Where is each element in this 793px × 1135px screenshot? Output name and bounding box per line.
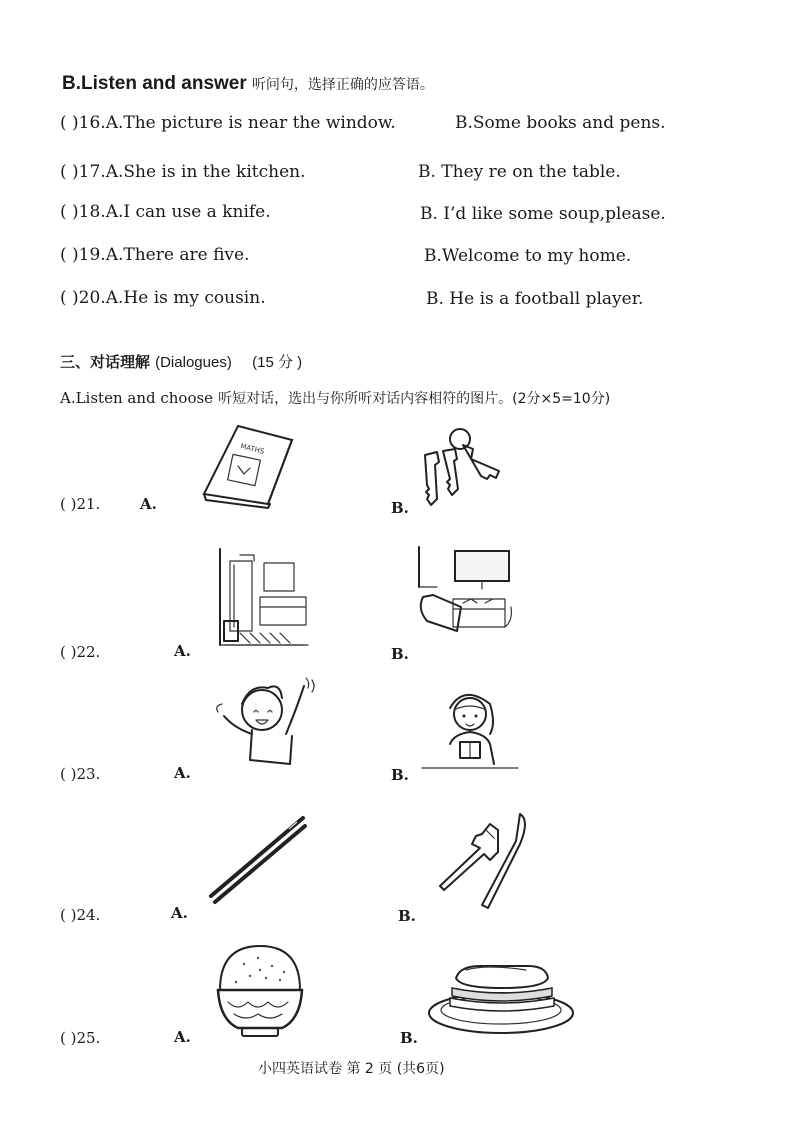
question-18-option-b: B. I’d like some soup,please. [420,204,666,224]
reading-girl-icon [420,684,520,776]
question-prefix: ( )20. [60,288,106,308]
question-22-label-b: B. [391,645,409,663]
question-prefix: ( )19. [60,245,106,265]
keys-icon [415,425,515,507]
fork-and-knife-icon [428,810,533,915]
question-25-label-a: A. [174,1028,191,1046]
question-19-option-b: B.Welcome to my home. [424,246,632,266]
section-3-title: 三、对话理解 [60,353,151,371]
question-24-label-b: B. [398,907,416,925]
question-17-option-b: B. They re on the table. [418,162,621,182]
page-footer: 小四英语试卷 第 2 页 (共6页) [258,1061,445,1077]
question-21-prefix: ( )21. [60,495,101,513]
option-a: A.She is in the kitchen. [105,162,306,182]
question-23-label-b: B. [391,766,409,784]
question-25-label-b: B. [400,1029,418,1047]
question-23-label-a: A. [174,764,191,782]
chopsticks-icon [205,812,310,907]
bowl-of-rice-icon [214,942,306,1038]
section-a-heading [60,388,610,408]
option-a: A.The picture is near the window. [105,113,396,133]
maths-book-icon [200,422,295,507]
question-20-option-b: B. He is a football player. [426,289,644,309]
question-22-prefix: ( )22. [60,643,101,661]
question-prefix: ( )17. [60,162,106,182]
section-b-title: B.Listen and answer [62,73,247,94]
question-24-label-a: A. [171,904,188,922]
section-3-title-en: (Dialogues) [155,354,232,371]
question-16 [60,113,396,133]
section-b-instruction: 听问句，选择正确的应答语。 [251,77,434,93]
question-23-prefix: ( )23. [60,765,101,783]
question-prefix: ( )18. [60,202,106,222]
question-22-label-a: A. [174,642,191,660]
question-16-option-b: B.Some books and pens. [455,113,666,133]
living-room-icon [415,545,515,637]
question-21-label-b: B. [391,499,409,517]
question-19 [60,245,249,265]
section-3-heading [60,351,302,372]
question-25-prefix: ( )25. [60,1029,101,1047]
option-a: A.There are five. [105,245,250,265]
section-b-heading [62,73,434,95]
option-a: A.He is my cousin. [105,288,266,308]
section-a-instruction: 听短对话，选出与你所听对话内容相符的图片。(2分×5=10分) [218,391,611,407]
question-17 [60,162,306,182]
question-20 [60,288,266,308]
book-cover-text: MATHS [239,442,266,456]
question-prefix: ( )16. [60,113,106,133]
bathroom-icon [210,547,310,652]
sandwich-icon [426,958,576,1038]
section-3-score: (15 分 ) [252,354,303,371]
question-24-prefix: ( )24. [60,906,101,924]
waving-boy-icon [212,672,322,772]
option-a: A.I can use a knife. [105,202,271,222]
section-a-title: A.Listen and choose [60,389,214,407]
question-21-label-a: A. [140,495,157,513]
question-18 [60,202,271,222]
